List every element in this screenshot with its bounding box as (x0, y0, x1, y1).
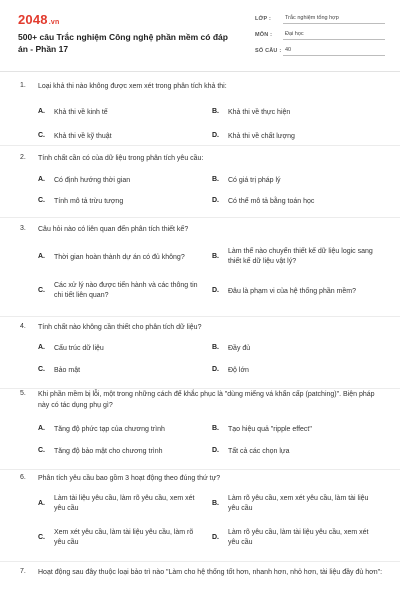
question-number: 6. (20, 474, 26, 481)
question-number: 1. (20, 82, 26, 89)
option-letter: B. (212, 425, 219, 432)
option-text: Tăng độ bảo mật cho chương trình (54, 448, 163, 455)
option-text: Làm tài liệu yêu cầu, làm rõ yêu cầu, xem xét yêu cầu (54, 495, 195, 513)
option-letter: A. (38, 344, 45, 351)
option-letter: D. (212, 447, 219, 454)
question-text: Khi phần mềm bị lỗi, một trong những cách để khắc phục là "dùng miếng vá khẩn cấp (patching)". Biện pháp này có tác dụng phụ gì? (38, 391, 375, 409)
option-letter: C. (38, 132, 45, 139)
meta-value: 40 (283, 47, 385, 56)
option-letter: C. (38, 197, 45, 204)
logo-suffix: .vn (48, 19, 60, 26)
question-number: 7. (20, 568, 26, 575)
option-text: Tính mô tả trừu tượng (54, 198, 124, 205)
meta-label: MÔN : (255, 32, 273, 38)
question-list (0, 72, 400, 600)
option-letter: B. (212, 176, 219, 183)
option-text: Xem xét yêu cầu, làm tài liệu yêu cầu, làm rõ yêu cầu (54, 529, 194, 547)
option-text: Đâu là phạm vi của hệ thống phần mềm? (228, 288, 357, 295)
option-letter: C. (38, 366, 45, 373)
option-letter: A. (38, 500, 45, 507)
question-number: 5. (20, 390, 26, 397)
option-letter: B. (212, 108, 219, 115)
option-text: Làm rõ yêu cầu, làm tài liệu yêu cầu, xem xét yêu cầu (228, 529, 369, 547)
page-header (0, 0, 400, 72)
question-3 (0, 225, 400, 317)
question-2 (0, 154, 400, 218)
option-letter: B. (212, 344, 219, 351)
option-letter: C. (38, 534, 45, 541)
option-letter: D. (212, 534, 219, 541)
option-text: Làm rõ yêu cầu, xem xét yêu cầu, làm tài liệu yêu cầu (228, 495, 369, 513)
option-letter: C. (38, 447, 45, 454)
logo-text: 2048 (18, 12, 48, 27)
option-text: Cấu trúc dữ liệu (54, 345, 104, 352)
question-4 (0, 323, 400, 389)
option-text: Tất cả các chọn lựa (228, 448, 290, 455)
option-text: Khả thi về kỹ thuật (54, 133, 112, 140)
option-letter: D. (212, 287, 219, 294)
option-letter: B. (212, 253, 219, 260)
page-title: 500+ câu Trắc nghiệm Công nghệ phần mềm có đáp án - Phần 17 (18, 32, 228, 54)
question-number: 4. (20, 323, 26, 330)
option-text: Thời gian hoàn thành dự án có đủ không? (54, 254, 185, 261)
question-text: Tính chất nào không cần thiết cho phân tích dữ liệu? (38, 324, 202, 331)
meta-value: Trắc nghiệm tổng hợp (283, 15, 385, 24)
option-text: Khả thi về thực hiện (228, 109, 291, 116)
option-text: Có giá trị pháp lý (228, 177, 281, 184)
option-letter: D. (212, 197, 219, 204)
option-letter: B. (212, 500, 219, 507)
question-1 (0, 82, 400, 146)
option-text: Có định hướng thời gian (54, 177, 131, 184)
question-text: Câu hỏi nào có liên quan đến phân tích thiết kế? (38, 226, 189, 233)
option-text: Khả thi về chất lượng (228, 133, 295, 140)
option-letter: A. (38, 176, 45, 183)
question-number: 3. (20, 225, 26, 232)
site-logo[interactable] (18, 12, 59, 27)
question-number: 2. (20, 154, 26, 161)
option-text: Có thể mô tả bằng toán học (228, 198, 315, 205)
option-text: Độ lớn (228, 367, 249, 374)
option-text: Tạo hiệu quả "ripple effect" (228, 426, 312, 433)
option-text: Bảo mật (54, 367, 81, 374)
option-letter: D. (212, 132, 219, 139)
question-text: Tính chất cần có của dữ liệu trong phân tích yêu cầu: (38, 155, 204, 162)
option-letter: A. (38, 108, 45, 115)
question-text: Loại khả thi nào không được xem xét trong phân tích khả thi: (38, 83, 227, 90)
option-letter: C. (38, 287, 45, 294)
meta-label: LỚP : (255, 16, 271, 22)
option-text: Làm thế nào chuyển thiết kế dữ liệu logic sang thiết kế dữ liệu vật lý? (228, 248, 373, 266)
option-text: Các xử lý nào được tiến hành và các thông tin chi tiết liên quan? (54, 282, 198, 300)
question-text: Hoạt động sau đây thuộc loại bảo trì nào "Làm cho hệ thống tốt hơn, nhanh hơn, nhỏ hơn, tài liệu đầy đủ hơn": (38, 569, 383, 576)
question-7 (0, 568, 400, 600)
option-text: Khả thi về kinh tế (54, 109, 108, 116)
option-text: Tăng độ phức tạp của chương trình (54, 426, 165, 433)
option-letter: A. (38, 253, 45, 260)
option-letter: A. (38, 425, 45, 432)
question-text: Phân tích yêu cầu bao gồm 3 hoạt động theo đúng thứ tự? (38, 475, 221, 482)
meta-label: SỐ CÂU : (255, 48, 282, 54)
meta-value: Đại học (283, 31, 385, 40)
question-5 (0, 390, 400, 470)
option-letter: D. (212, 366, 219, 373)
option-text: Đầy đủ (228, 345, 251, 352)
question-6 (0, 474, 400, 562)
